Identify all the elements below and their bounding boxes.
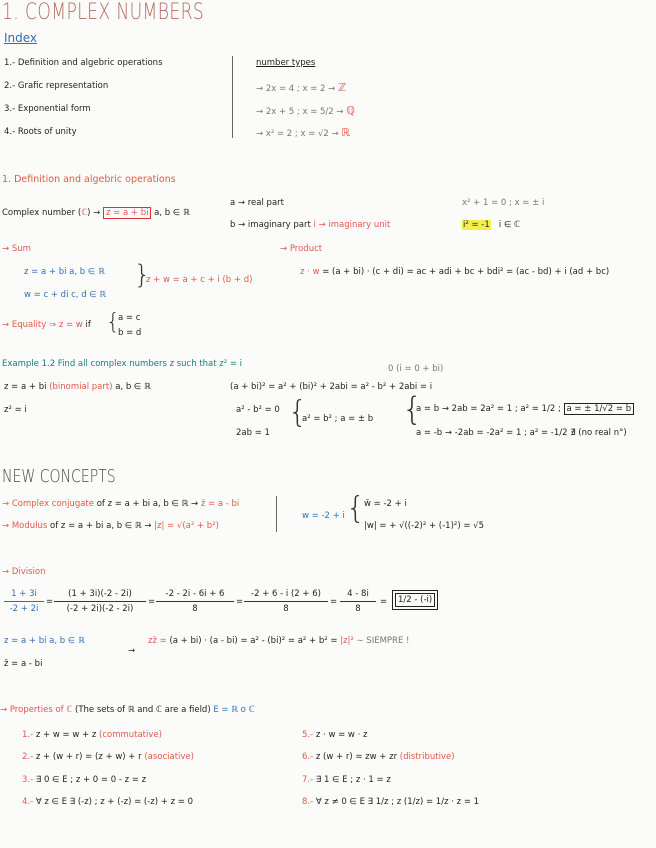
sum-z-def: z = a + bi a, b ∈ ℝ [24, 267, 105, 277]
number-type-rationals: → 2x + 5 ; x = 5/2 → ℚ [256, 104, 355, 117]
sum-w-def: w = c + di c, d ∈ ℝ [24, 290, 107, 300]
property-5: 5.- z · w = w · z [302, 730, 368, 740]
complex-number-definition: Complex number (ℂ) → z = a + bi a, b ∈ ℝ [2, 208, 190, 218]
w-modulus: |w| = + √((-2)² + (-1)²) = √5 [364, 521, 484, 531]
division-fraction-1: $\frac{1 + 3i}{-2 + 2i}$ [4, 589, 44, 614]
new-concepts-heading: NEW CONCEPTS [2, 466, 116, 487]
product-label: → Product [280, 244, 323, 254]
division-eq-3: = [236, 597, 244, 607]
division-eq-1: = [46, 597, 54, 607]
division-zbar-def: z̄ = a - bi [4, 659, 43, 669]
property-1: 1.- z + w = w + z (commutative) [22, 730, 162, 740]
example-answer-box: a = ± 1/√2 = b [564, 403, 635, 415]
example-note: 0 (i = 0 + bi) [388, 364, 444, 374]
reals-symbol: ℝ [341, 126, 351, 139]
section1-heading: 1. Definition and algebric operations [2, 174, 176, 185]
index-divider [232, 56, 233, 138]
equality-brace: { [106, 310, 120, 335]
property-4: 4.- ∀ z ∈ E ∃ (-z) ; z + (-z) = (-z) + z = 0 [22, 797, 194, 807]
property-6: 6.- z (w + r) = zw + zr (distributive) [302, 752, 455, 762]
index-item-3: 3.- Exponential form [4, 104, 91, 114]
example-heading: Example 1.2 Find all complex numbers z such that z² = i [2, 359, 243, 369]
example-expansion: (a + bi)² = a² + (bi)² + 2abi = a² - b² + 2abi = i [230, 382, 433, 392]
example-case1: a = b → 2ab = 2a² = 1 ; a² = 1/2 ; a = ± 1/√2 = b [416, 404, 634, 414]
division-fraction-3: $\frac{-2 - 2i - 6i + 6}{8}$ [156, 589, 234, 614]
w-conjugate: w̄ = -2 + i [364, 499, 407, 509]
properties-heading: → Properties of ℂ (The sets of ℝ and ℂ are a field) E = ℝ o ℂ [0, 705, 255, 715]
division-fraction-5: $\frac{4 - 8i}{8}$ [340, 589, 376, 614]
division-eq-4: = [330, 597, 338, 607]
example-z-def: z = a + bi (binomial part) a, b ∈ ℝ [4, 382, 151, 392]
index-item-4: 4.- Roots of unity [4, 127, 77, 137]
index-item-2: 2.- Grafic representation [4, 81, 109, 91]
division-result-box: 1/2 - (-i) [392, 590, 438, 610]
division-z-def: z = a + bi a, b ∈ ℝ [4, 636, 85, 646]
division-fraction-4: $\frac{-2 + 6 - i (2 + 6)}{8}$ [244, 589, 328, 614]
equality-cond-a: a = c [118, 313, 141, 323]
rationals-symbol: ℚ [346, 104, 355, 117]
example-eq1: a² - b² = 0 [236, 405, 280, 415]
real-part-label: a → real part [230, 198, 284, 208]
w-example: w = -2 + i [302, 511, 345, 521]
product-expression: z · w = (a + bi) · (c + di) = ac + adi + bc + bdi² = (ac - bd) + i (ad + bc) [300, 267, 610, 277]
concepts-divider [276, 496, 277, 532]
division-eq-5: = [380, 597, 388, 607]
index-item-1: 1.- Definition and algebric operations [4, 58, 163, 68]
division-zzbar: zz̄ = (a + bi) · (a - bi) = a² - (bi)² = a² + b² = |z|² ∼ SIEMPRE ! [148, 636, 410, 646]
example-case2: a = -b → -2ab = -2a² = 1 ; a² = -1/2 ∄ (no real n°) [416, 428, 627, 438]
division-eq-2: = [148, 597, 156, 607]
modulus-definition: → Modulus of z = a + bi a, b ∈ ℝ → |z| = √(a² + b²) [2, 521, 219, 531]
imaginary-part-label: b → imaginary part i → imaginary unit [230, 220, 391, 230]
sum-brace: } [134, 260, 151, 290]
i-squared: i² = -1 i ∈ ℂ [463, 220, 520, 230]
division-fraction-2: $\frac{(1 + 3i)(-2 - 2i)}{(-2 + 2i)(-2 - 2i)}$ [54, 589, 146, 614]
number-type-reals: → x² = 2 ; x = √2 → ℝ [256, 126, 351, 139]
example-cases-brace: { [402, 390, 423, 428]
equality-row: → Equality ⇒ z = w if [2, 320, 91, 330]
property-7: 7.- ∃ 1 ∈ E ; z · 1 = z [302, 775, 391, 785]
integers-symbol: ℤ [337, 81, 347, 94]
equation-x: x² + 1 = 0 ; x = ± i [462, 198, 545, 208]
division-heading: → Division [2, 567, 46, 577]
example-eq2: 2ab = 1 [236, 428, 270, 438]
example-z2: z² = i [4, 405, 27, 415]
example-system-brace: { [288, 395, 308, 430]
property-8: 8.- ∀ z ≠ 0 ∈ E ∃ 1/z ; z (1/z) = 1/z · z = 1 [302, 797, 480, 807]
complex-form-box: z = a + bi [103, 207, 151, 219]
equality-cond-b: b = d [118, 328, 142, 338]
sum-label: → Sum [2, 244, 31, 254]
sum-result: z + w = a + c + i (b + d) [146, 275, 253, 285]
page-title: 1. COMPLEX NUMBERS [2, 0, 205, 25]
division-arrow: → [128, 646, 136, 656]
property-2: 2.- z + (w + r) = (z + w) + r (asociative) [22, 752, 194, 762]
conjugate-definition: → Complex conjugate of z = a + bi a, b ∈ ℝ → z̄ = a - bi [2, 499, 240, 509]
number-types-heading: number types [256, 58, 316, 68]
number-type-integers: → 2x = 4 ; x = 2 → ℤ [256, 81, 347, 94]
property-3: 3.- ∃ 0 ∈ E ; z + 0 = 0 - z = z [22, 775, 147, 785]
w-example-brace: { [346, 491, 366, 526]
example-a2b2: a² = b² ; a = ± b [302, 414, 374, 424]
index-heading: Index [4, 31, 38, 45]
